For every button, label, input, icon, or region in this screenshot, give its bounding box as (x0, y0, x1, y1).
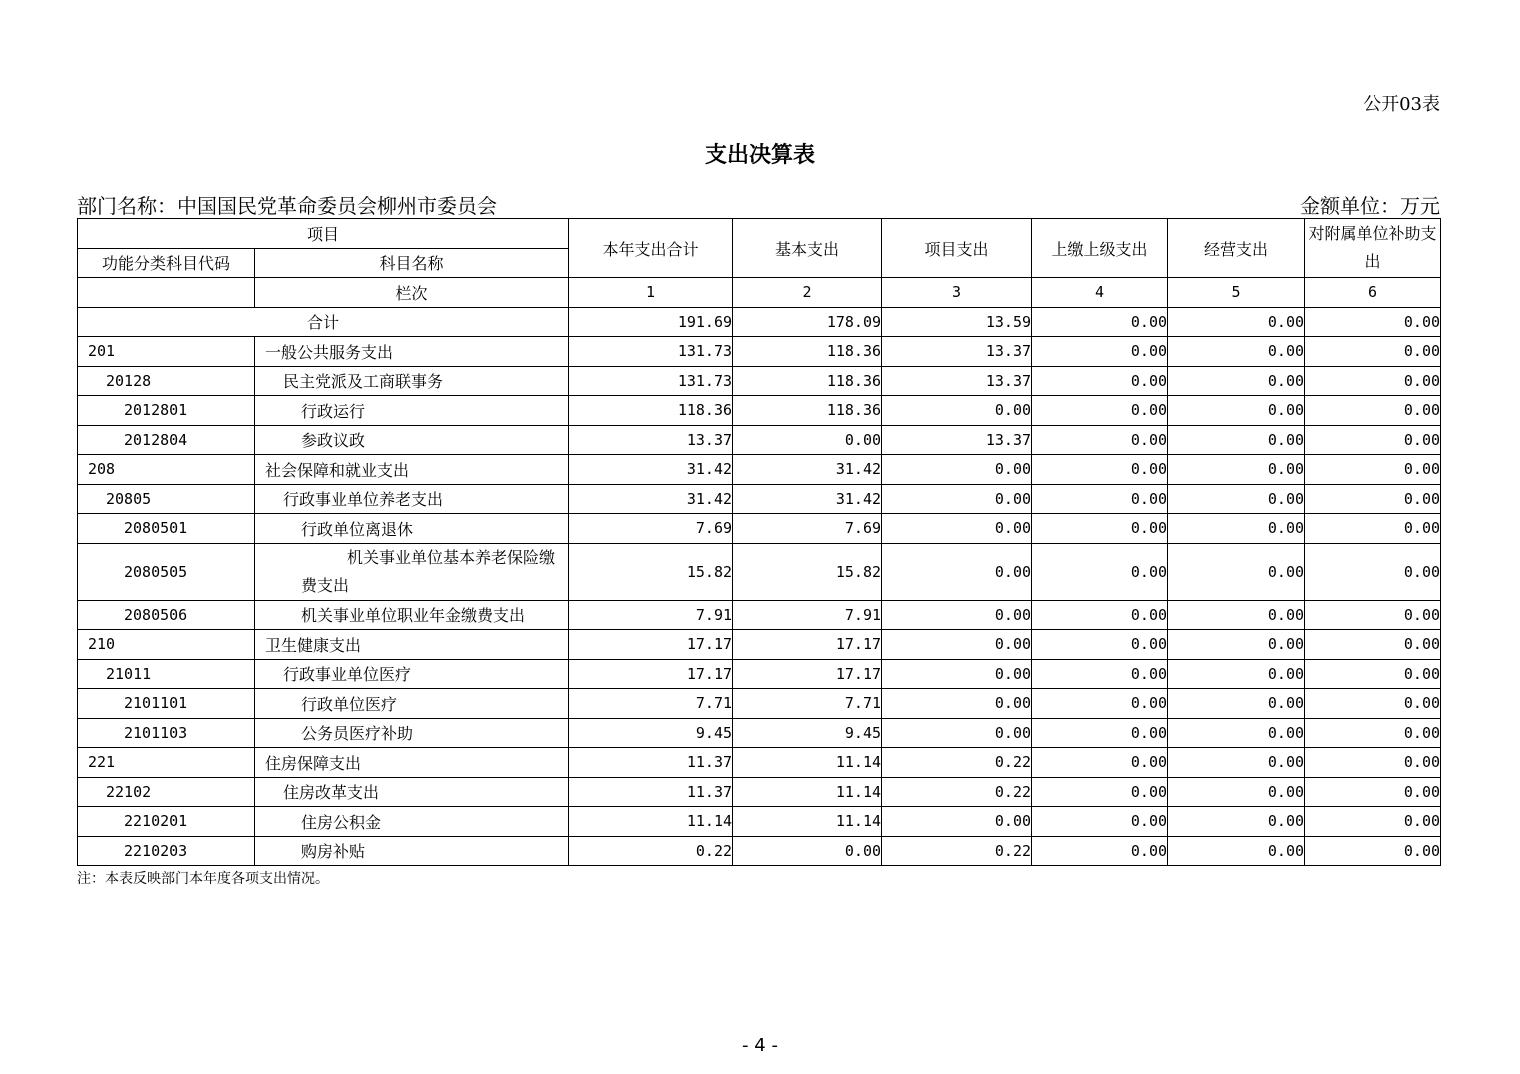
amount-cell: 13.37 (882, 366, 1032, 396)
amount-cell: 0.00 (1168, 543, 1305, 600)
subject-code: 21011 (78, 659, 255, 689)
amount-cell: 0.00 (1168, 514, 1305, 544)
amount-cell: 0.00 (1032, 425, 1168, 455)
amount-cell: 0.00 (1032, 807, 1168, 837)
amount-cell: 13.37 (882, 425, 1032, 455)
amount-cell: 0.00 (1305, 659, 1441, 689)
page-number: - 4 - (742, 1035, 778, 1056)
subject-name: 公务员医疗补助 (255, 718, 569, 748)
subject-name: 行政事业单位医疗 (255, 659, 569, 689)
header-col-5: 经营支出 (1168, 219, 1305, 278)
table-row (78, 659, 1441, 689)
amount-cell: 0.00 (1032, 455, 1168, 485)
header-col-6: 对附属单位补助支出 (1305, 219, 1441, 278)
amount-cell: 11.37 (569, 748, 733, 778)
amount-cell: 0.00 (1305, 543, 1441, 600)
amount-cell: 0.00 (1032, 396, 1168, 426)
subject-name: 行政单位离退休 (255, 514, 569, 544)
amount-cell: 0.00 (1032, 514, 1168, 544)
amount-cell: 11.14 (733, 748, 882, 778)
subject-code: 2012801 (78, 396, 255, 426)
header-project: 项目 (78, 219, 569, 249)
total-value: 13.59 (882, 307, 1032, 337)
amount-cell: 31.42 (569, 484, 733, 514)
amount-cell: 0.00 (1305, 836, 1441, 866)
amount-cell: 0.00 (1305, 514, 1441, 544)
amount-cell: 0.00 (1032, 689, 1168, 719)
subject-name: 行政单位医疗 (255, 689, 569, 719)
subject-name: 机关事业单位基本养老保险缴费支出 (255, 543, 569, 600)
subject-code: 20128 (78, 366, 255, 396)
amount-cell: 0.00 (1305, 630, 1441, 660)
amount-cell: 0.00 (1032, 600, 1168, 630)
amount-cell: 7.69 (733, 514, 882, 544)
amount-cell: 118.36 (733, 366, 882, 396)
amount-cell: 0.00 (1168, 689, 1305, 719)
amount-cell: 11.14 (733, 807, 882, 837)
table-row (78, 366, 1441, 396)
amount-cell: 0.00 (1032, 836, 1168, 866)
subject-code: 2210203 (78, 836, 255, 866)
amount-cell: 0.00 (1168, 718, 1305, 748)
amount-cell: 0.00 (1305, 337, 1441, 367)
amount-cell: 11.14 (733, 777, 882, 807)
amount-cell: 0.00 (1168, 630, 1305, 660)
column-number-label: 栏次 (255, 278, 569, 308)
table-row (78, 807, 1441, 837)
column-number: 6 (1305, 278, 1441, 308)
subject-code: 22102 (78, 777, 255, 807)
amount-cell: 15.82 (733, 543, 882, 600)
column-number: 4 (1032, 278, 1168, 308)
amount-cell: 0.00 (1032, 543, 1168, 600)
table-row (78, 337, 1441, 367)
form-number: 公开03表 (1363, 94, 1440, 115)
amount-cell: 11.14 (569, 807, 733, 837)
table-row (78, 689, 1441, 719)
subject-name: 机关事业单位职业年金缴费支出 (255, 600, 569, 630)
total-value: 191.69 (569, 307, 733, 337)
amount-cell: 0.00 (882, 600, 1032, 630)
amount-cell: 7.71 (569, 689, 733, 719)
header-col-1: 本年支出合计 (569, 219, 733, 278)
total-value: 0.00 (1032, 307, 1168, 337)
table-note: 注：本表反映部门本年度各项支出情况。 (77, 871, 329, 887)
subject-code: 2210201 (78, 807, 255, 837)
amount-cell: 0.00 (882, 718, 1032, 748)
amount-cell: 7.71 (733, 689, 882, 719)
amount-cell: 9.45 (733, 718, 882, 748)
table-row (78, 396, 1441, 426)
table-row (78, 425, 1441, 455)
amount-cell: 0.00 (1032, 659, 1168, 689)
header-name: 科目名称 (255, 248, 569, 278)
amount-cell: 7.91 (569, 600, 733, 630)
amount-cell: 0.00 (733, 425, 882, 455)
amount-cell: 0.00 (1168, 455, 1305, 485)
subject-name: 行政运行 (255, 396, 569, 426)
amount-cell: 0.00 (1305, 689, 1441, 719)
amount-cell: 0.00 (1168, 600, 1305, 630)
column-number: 1 (569, 278, 733, 308)
amount-cell: 0.00 (882, 659, 1032, 689)
subject-name: 住房改革支出 (255, 777, 569, 807)
subject-code: 2101103 (78, 718, 255, 748)
amount-cell: 0.00 (1305, 366, 1441, 396)
amount-cell: 0.00 (1032, 718, 1168, 748)
table-row (78, 836, 1441, 866)
amount-cell: 0.00 (882, 689, 1032, 719)
amount-cell: 0.00 (1168, 659, 1305, 689)
total-value: 0.00 (1305, 307, 1441, 337)
total-row (78, 307, 1441, 337)
subject-code: 20805 (78, 484, 255, 514)
subject-name: 一般公共服务支出 (255, 337, 569, 367)
amount-cell: 0.00 (1305, 396, 1441, 426)
amount-cell: 0.00 (1032, 748, 1168, 778)
header-row-1 (78, 219, 1441, 249)
amount-cell: 17.17 (733, 659, 882, 689)
amount-cell: 0.00 (882, 630, 1032, 660)
amount-cell: 0.00 (1168, 366, 1305, 396)
amount-cell: 31.42 (733, 484, 882, 514)
subject-name: 卫生健康支出 (255, 630, 569, 660)
total-value: 178.09 (733, 307, 882, 337)
header-code: 功能分类科目代码 (78, 248, 255, 278)
subject-code: 2080505 (78, 543, 255, 600)
amount-cell: 11.37 (569, 777, 733, 807)
amount-cell: 0.00 (882, 484, 1032, 514)
subject-code: 201 (78, 337, 255, 367)
subject-code: 2080506 (78, 600, 255, 630)
subject-code: 2101101 (78, 689, 255, 719)
amount-cell: 0.00 (882, 543, 1032, 600)
column-number: 3 (882, 278, 1032, 308)
subject-code: 221 (78, 748, 255, 778)
amount-cell: 0.00 (1168, 425, 1305, 455)
header-col-4: 上缴上级支出 (1032, 219, 1168, 278)
amount-cell: 118.36 (733, 396, 882, 426)
subject-name: 行政事业单位养老支出 (255, 484, 569, 514)
table-row (78, 455, 1441, 485)
amount-cell: 118.36 (733, 337, 882, 367)
amount-cell: 0.00 (1168, 807, 1305, 837)
expenditure-table (77, 218, 1441, 866)
amount-cell: 131.73 (569, 366, 733, 396)
amount-cell: 31.42 (569, 455, 733, 485)
amount-cell: 0.22 (569, 836, 733, 866)
column-number: 2 (733, 278, 882, 308)
amount-cell: 0.00 (1032, 630, 1168, 660)
table-row (78, 718, 1441, 748)
amount-cell: 7.69 (569, 514, 733, 544)
header-col-3: 项目支出 (882, 219, 1032, 278)
amount-cell: 0.00 (1168, 748, 1305, 778)
amount-cell: 0.00 (1032, 366, 1168, 396)
subject-name: 住房保障支出 (255, 748, 569, 778)
amount-cell: 0.00 (882, 455, 1032, 485)
amount-cell: 15.82 (569, 543, 733, 600)
column-number-blank (78, 278, 255, 308)
subject-code: 2012804 (78, 425, 255, 455)
subject-code: 210 (78, 630, 255, 660)
amount-cell: 13.37 (569, 425, 733, 455)
subject-code: 208 (78, 455, 255, 485)
table-row (78, 514, 1441, 544)
amount-cell: 0.00 (1168, 337, 1305, 367)
amount-cell: 131.73 (569, 337, 733, 367)
column-number-row (78, 278, 1441, 308)
amount-cell: 0.00 (1305, 484, 1441, 514)
amount-cell: 0.00 (1305, 777, 1441, 807)
subject-name: 民主党派及工商联事务 (255, 366, 569, 396)
amount-unit: 金额单位：万元 (1300, 194, 1440, 218)
subject-name: 社会保障和就业支出 (255, 455, 569, 485)
subject-name: 住房公积金 (255, 807, 569, 837)
table-row (78, 630, 1441, 660)
table-row (78, 748, 1441, 778)
amount-cell: 0.00 (882, 396, 1032, 426)
amount-cell: 9.45 (569, 718, 733, 748)
amount-cell: 7.91 (733, 600, 882, 630)
amount-cell: 0.00 (1305, 748, 1441, 778)
amount-cell: 0.00 (1168, 484, 1305, 514)
amount-cell: 0.00 (1032, 484, 1168, 514)
amount-cell: 0.00 (733, 836, 882, 866)
table-row (78, 777, 1441, 807)
table-row (78, 600, 1441, 630)
amount-cell: 0.00 (882, 807, 1032, 837)
amount-cell: 17.17 (569, 630, 733, 660)
amount-cell: 0.22 (882, 836, 1032, 866)
table-row (78, 543, 1441, 600)
header-col-2: 基本支出 (733, 219, 882, 278)
amount-cell: 118.36 (569, 396, 733, 426)
amount-cell: 0.22 (882, 777, 1032, 807)
amount-cell: 0.00 (1305, 600, 1441, 630)
total-value: 0.00 (1168, 307, 1305, 337)
amount-cell: 0.00 (1032, 777, 1168, 807)
amount-cell: 0.00 (1168, 836, 1305, 866)
amount-cell: 0.00 (1168, 777, 1305, 807)
amount-cell: 31.42 (733, 455, 882, 485)
column-number: 5 (1168, 278, 1305, 308)
subject-code: 2080501 (78, 514, 255, 544)
subject-name: 购房补贴 (255, 836, 569, 866)
amount-cell: 0.00 (1305, 718, 1441, 748)
page-title: 支出决算表 (704, 142, 815, 168)
amount-cell: 0.00 (1032, 337, 1168, 367)
amount-cell: 0.00 (1168, 396, 1305, 426)
amount-cell: 0.00 (1305, 455, 1441, 485)
amount-cell: 17.17 (569, 659, 733, 689)
amount-cell: 0.00 (882, 514, 1032, 544)
table-row (78, 484, 1441, 514)
amount-cell: 13.37 (882, 337, 1032, 367)
amount-cell: 0.00 (1305, 807, 1441, 837)
amount-cell: 17.17 (733, 630, 882, 660)
subject-name: 参政议政 (255, 425, 569, 455)
total-label: 合计 (78, 307, 569, 337)
amount-cell: 0.22 (882, 748, 1032, 778)
department-name: 部门名称：中国国民党革命委员会柳州市委员会 (77, 194, 497, 218)
amount-cell: 0.00 (1305, 425, 1441, 455)
